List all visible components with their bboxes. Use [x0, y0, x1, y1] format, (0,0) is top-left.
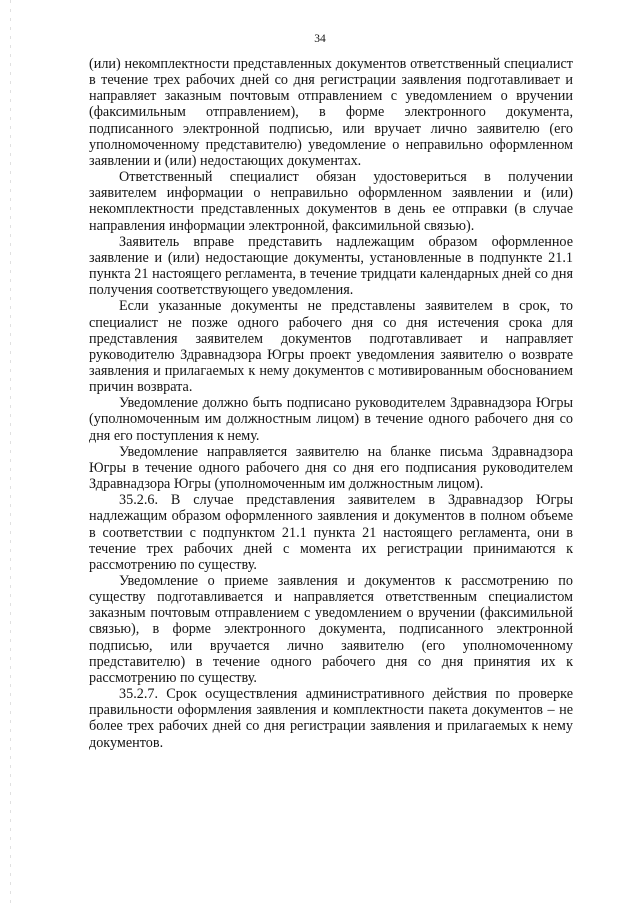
scan-edge-mark: [10, 0, 11, 905]
paragraph: Ответственный специалист обязан удостовериться в получении заявителем информации о неправильно оформленном заявлении и (или) некомплектности представленных документов в день ее отправки (в случае направления информации электронной, факсимильной связью).: [89, 169, 573, 234]
paragraph-continuation: (или) некомплектности представленных документов ответственный специалист в течение трех рабочих дней со дня регистрации заявления подготавливает и направляет заказным почтовым отправлением с уведомлением о вручении (факсимильным отправлением), в форме электронного документа, подписанного электронной подписью, или вручает лично заявителю (его уполномоченному представителю) уведомление о неправильно оформленном заявлении и (или) недостающих документах.: [89, 56, 573, 169]
paragraph: Уведомление должно быть подписано руководителем Здравнадзора Югры (уполномоченным им должностным лицом) в течение одного рабочего дня со дня его поступления к нему.: [89, 395, 573, 444]
document-body: [89, 56, 573, 751]
page-number: 34: [314, 33, 326, 45]
paragraph: Заявитель вправе представить надлежащим образом оформленное заявление и (или) недостающие документы, установленные в подпункте 21.1 пункта 21 настоящего регламента, в течение тридцати календарных дней со дня получения соответствующего уведомления.: [89, 233, 573, 299]
paragraph-35-2-6: 35.2.6. В случае представления заявителем в Здравнадзор Югры надлежащим образом оформленного заявления и документов в полном объеме в соответствии с подпунктом 21.1 пункта 21 настоящего регламента, они в течение трех рабочих дней с момента их регистрации принимаются к рассмотрению по существу.: [89, 492, 573, 573]
paragraph: Уведомление о приеме заявления и документов к рассмотрению по существу подготавливается и направляется ответственным специалистом заказным почтовым отправлением с уведомлением о вручении (факсимильной связью), в форме электронного документа, подписанного электронной подписью, или вручается лично заявителю (его уполномоченному представителю) в течение одного рабочего дня со дня принятия их к рассмотрению по существу.: [89, 573, 573, 686]
paragraph-35-2-7: 35.2.7. Срок осуществления административного действия по проверке правильности оформления заявления и комплектности пакета документов – не более трех рабочих дней со дня регистрации заявления и прилагаемых к нему документов.: [89, 686, 573, 751]
paragraph: Если указанные документы не представлены заявителем в срок, то специалист не позже одного рабочего дня со дня истечения срока для представления заявителем документов подготавливает и направляет руководителю Здравнадзора Югры проект уведомления заявителю о возврате заявления и прилагаемых к нему документов с мотивированным обоснованием причин возврата.: [89, 298, 573, 396]
paragraph: Уведомление направляется заявителю на бланке письма Здравнадзора Югры в течение одного рабочего дня со дня его подписания руководителем Здравнадзора Югры (уполномоченным им должностным лицом).: [89, 443, 573, 493]
